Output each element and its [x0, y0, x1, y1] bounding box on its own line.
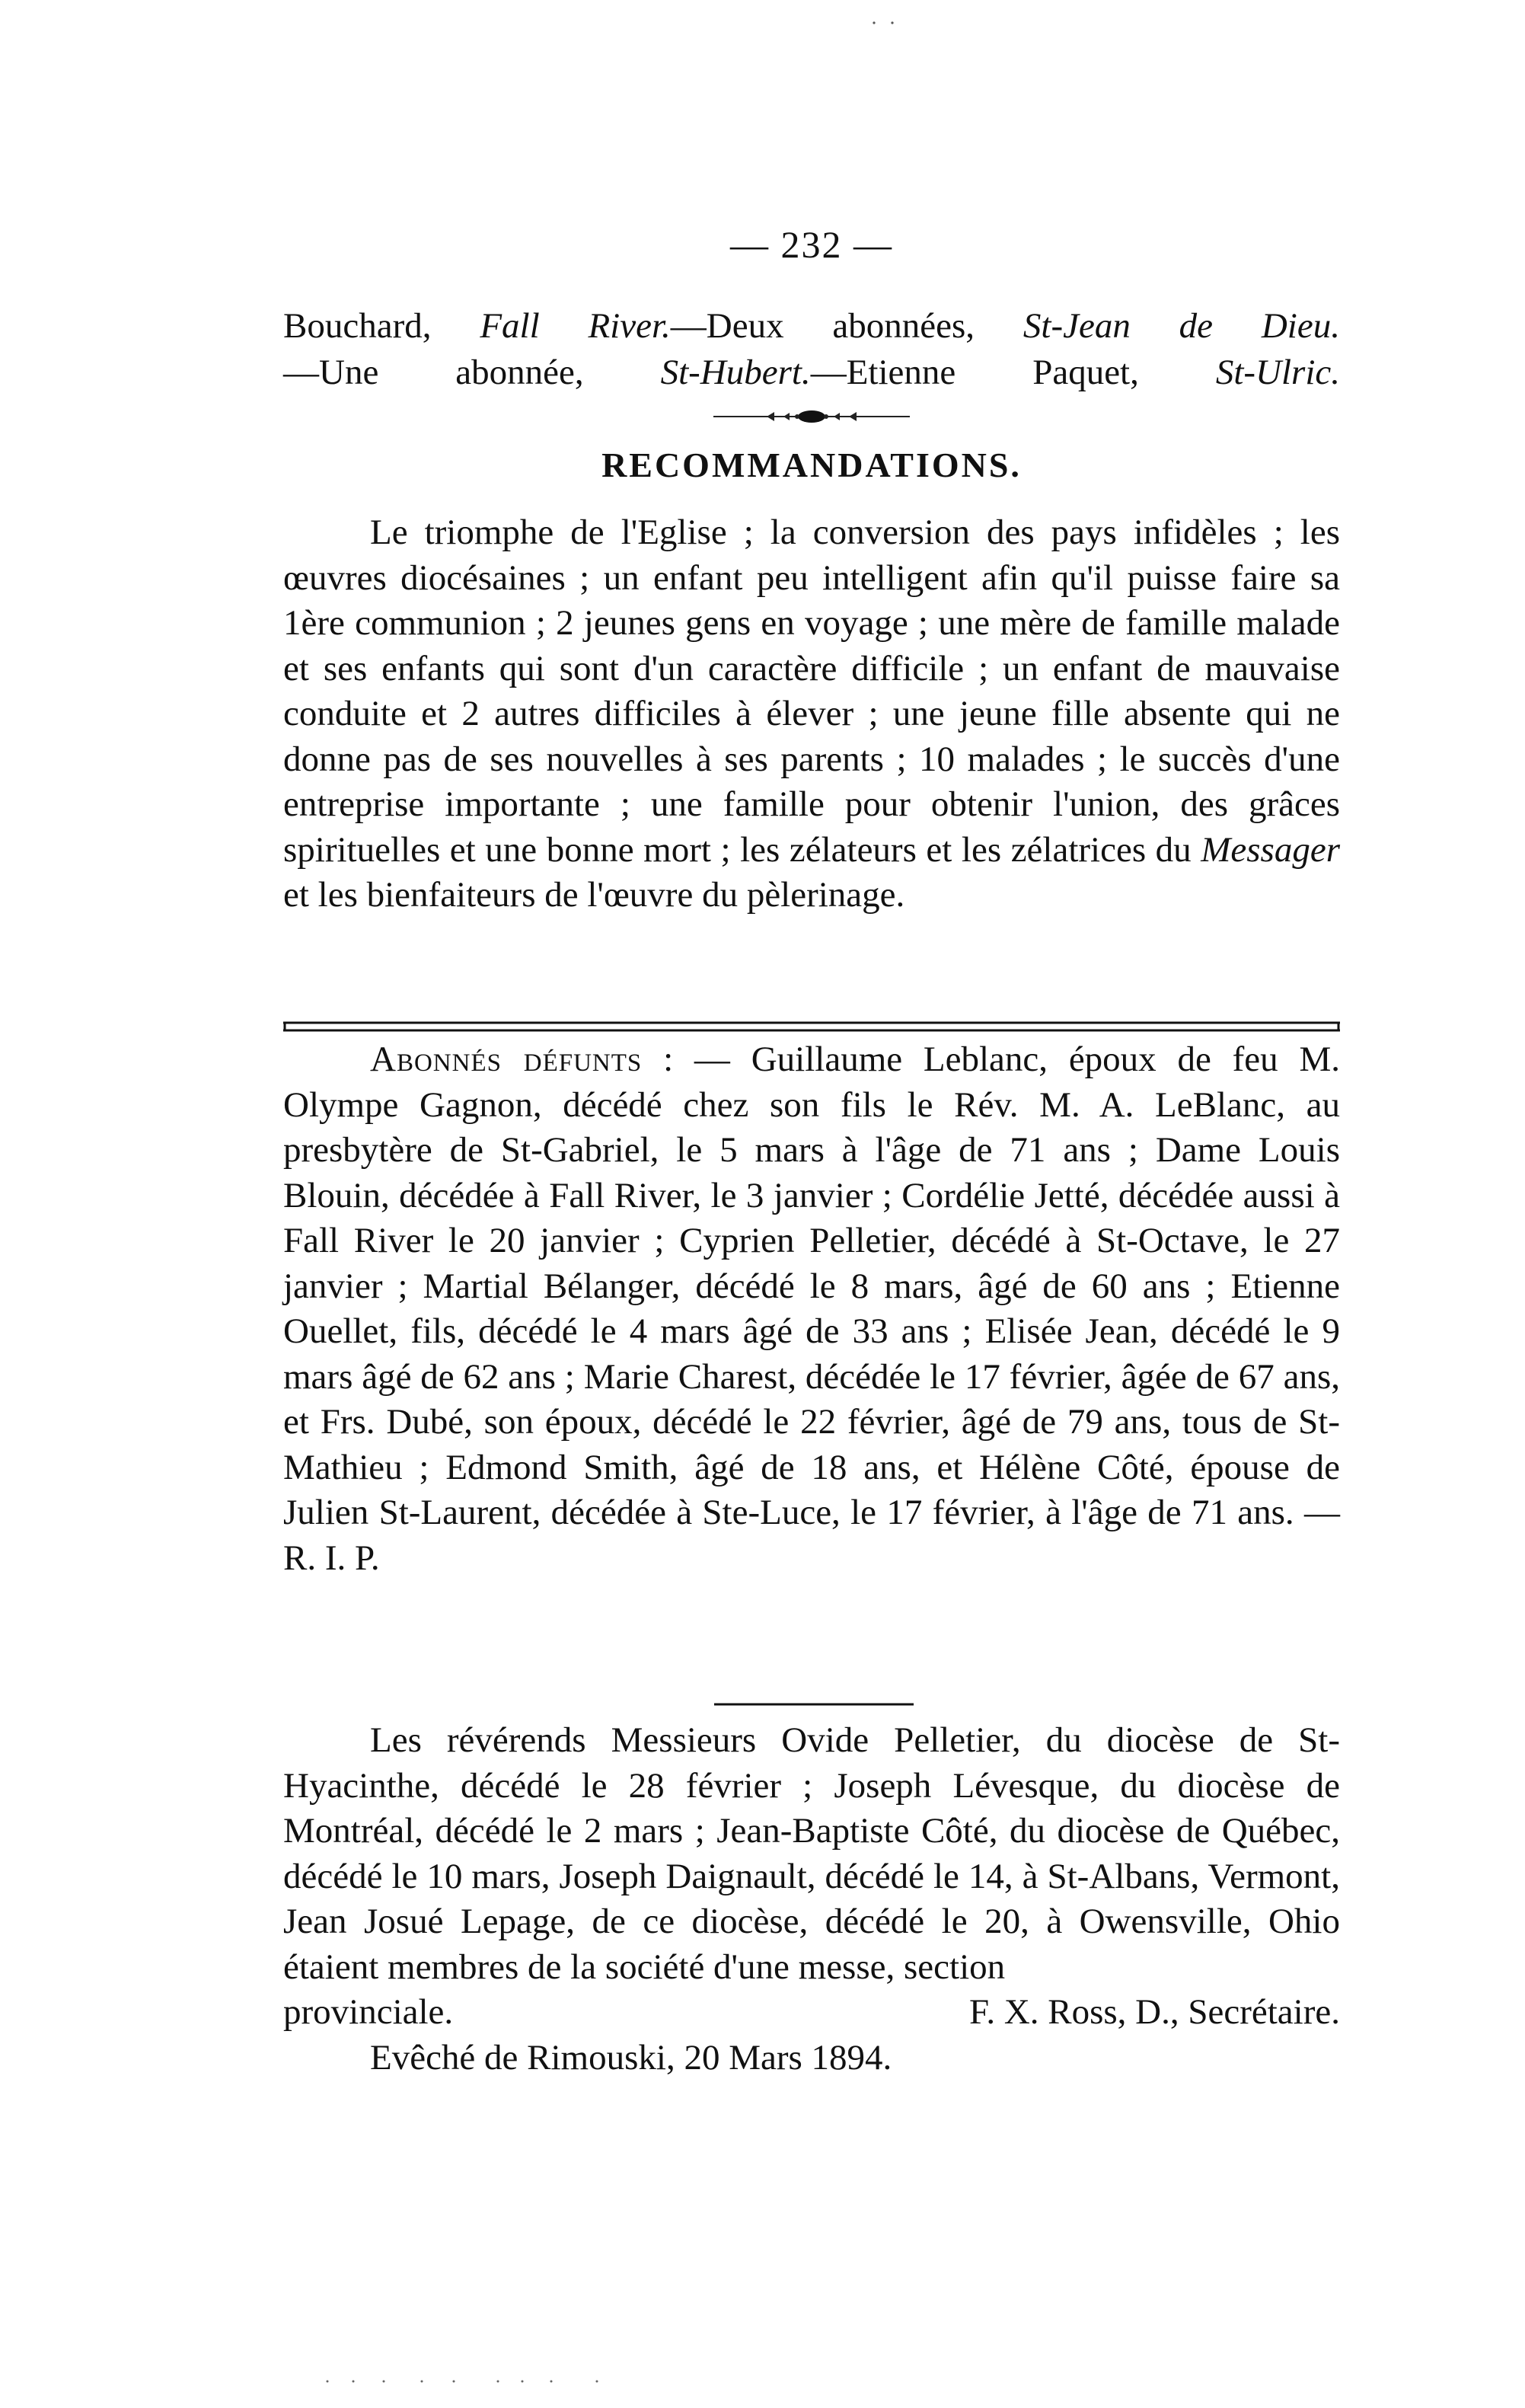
page-number: — 232 — — [730, 223, 893, 266]
text-fragment: Le triomphe de l'Eglise ; la conversion des pays infidèles ; les œuvres diocésaines ; un enfant peu intelligent afin qu'il puisse faire sa 1ère communion ; 2 jeunes gens en voyage ; une mère de famille malade et ses enfants qui sont d'un caractère difficile ; un enfant de mauvaise conduite et 2 autres difficiles à élever ; une jeune fille absente qui ne donne pas de ses nouvelles à ses parents ; 10 malades ; le succès d'une entreprise importante ; une famille pour obtenir l'union, des grâces spirituelles et une bonne mort ; les zélateurs et les zélatrices du — [283, 513, 1340, 870]
continuation-line-2 — [283, 350, 1340, 396]
text-fragment: —Une abonnée, — [283, 353, 661, 392]
deceased-subscribers-paragraph — [283, 1037, 1340, 1581]
deceased-text — [283, 1037, 1340, 1581]
subscriber-list-continuation — [283, 303, 1340, 396]
publication-title: Messager — [1201, 829, 1340, 870]
double-rule-divider — [283, 1020, 1340, 1034]
continuation-line-1 — [283, 303, 1340, 350]
scan-specks-top — [869, 17, 900, 24]
short-rule-divider — [714, 1697, 914, 1701]
priests-text: Les révérends Messieurs Ovide Pelletier, du diocèse de St-Hyacinthe, décédé le 28 février ; Joseph Lévesque, du diocèse de Montréal, décédé le 2 mars ; Jean-Baptiste Côté, du diocèse de Québec, décédé le 10 mars, Joseph Daignault, décédé le 14, à St-Albans, Vermont, Jean Josué Lepage, de ce diocèse, décédé le 20, à Owensville, Ohio étaient membres de la société d'une messe, section — [283, 1720, 1340, 1987]
section-heading: RECOMMANDATIONS. — [601, 446, 1022, 484]
dateline: Evêché de Rimouski, 20 Mars 1894. — [370, 2037, 892, 2077]
place-name: St-Jean de Dieu. — [1023, 306, 1340, 346]
signature-line — [283, 1990, 1340, 2036]
place-name: St-Hubert. — [660, 353, 811, 392]
document-page — [283, 0, 1340, 2408]
scan-specks-bottom — [323, 2376, 643, 2387]
place-name: Fall River. — [480, 306, 671, 346]
deceased-label: Abonnés défunts — [370, 1040, 643, 1079]
place-name: St-Ulric. — [1215, 353, 1340, 392]
recommendations-paragraph — [283, 510, 1340, 918]
secretary-signature: F. X. Ross, D., Secrétaire. — [968, 1992, 1340, 2032]
text-fragment: et les bienfaiteurs de l'œuvre du pèlerinage. — [283, 875, 905, 915]
text-fragment: —Etienne Paquet, — [810, 353, 1216, 392]
text-fragment: —Deux abonnées, — [670, 306, 1023, 346]
text-fragment: provinciale. — [283, 1992, 454, 2032]
ornamental-divider — [713, 408, 910, 425]
deceased-priests-paragraph — [283, 1718, 1340, 2081]
recommendations-text — [283, 510, 1340, 918]
text-fragment: : — Guillaume Leblanc, époux de feu M. Olympe Gagnon, décédé chez son fils le Rév. M. A. LeBlanc, au presbytère de St-Gabriel, le 5 mars à l'âge de 71 ans ; Dame Louis Blouin, décédée à Fall River, le 3 janvier ; Cordélie Jetté, décédée aussi à Fall River le 20 janvier ; Cyprien Pelletier, décédé à St-Octave, le 27 janvier ; Martial Bélanger, décédé le 8 mars, âgé de 60 ans ; Etienne Ouellet, fils, décédé le 4 mars âgé de 33 ans ; Elisée Jean, décédé le 9 mars âgé de 62 ans ; Marie Charest, décédée le 17 février, âgée de 67 ans, et Frs. Dubé, son époux, décédé le 22 février, âgé de 79 ans, tous de St-Mathieu ; Edmond Smith, âgé de 18 ans, et Hélène Côté, épouse de Julien St-Laurent, décédée à Ste-Luce, le 17 février, à l'âge de 71 ans. — R. I. P. — [283, 1040, 1340, 1578]
text-fragment: Bouchard, — [283, 306, 480, 346]
